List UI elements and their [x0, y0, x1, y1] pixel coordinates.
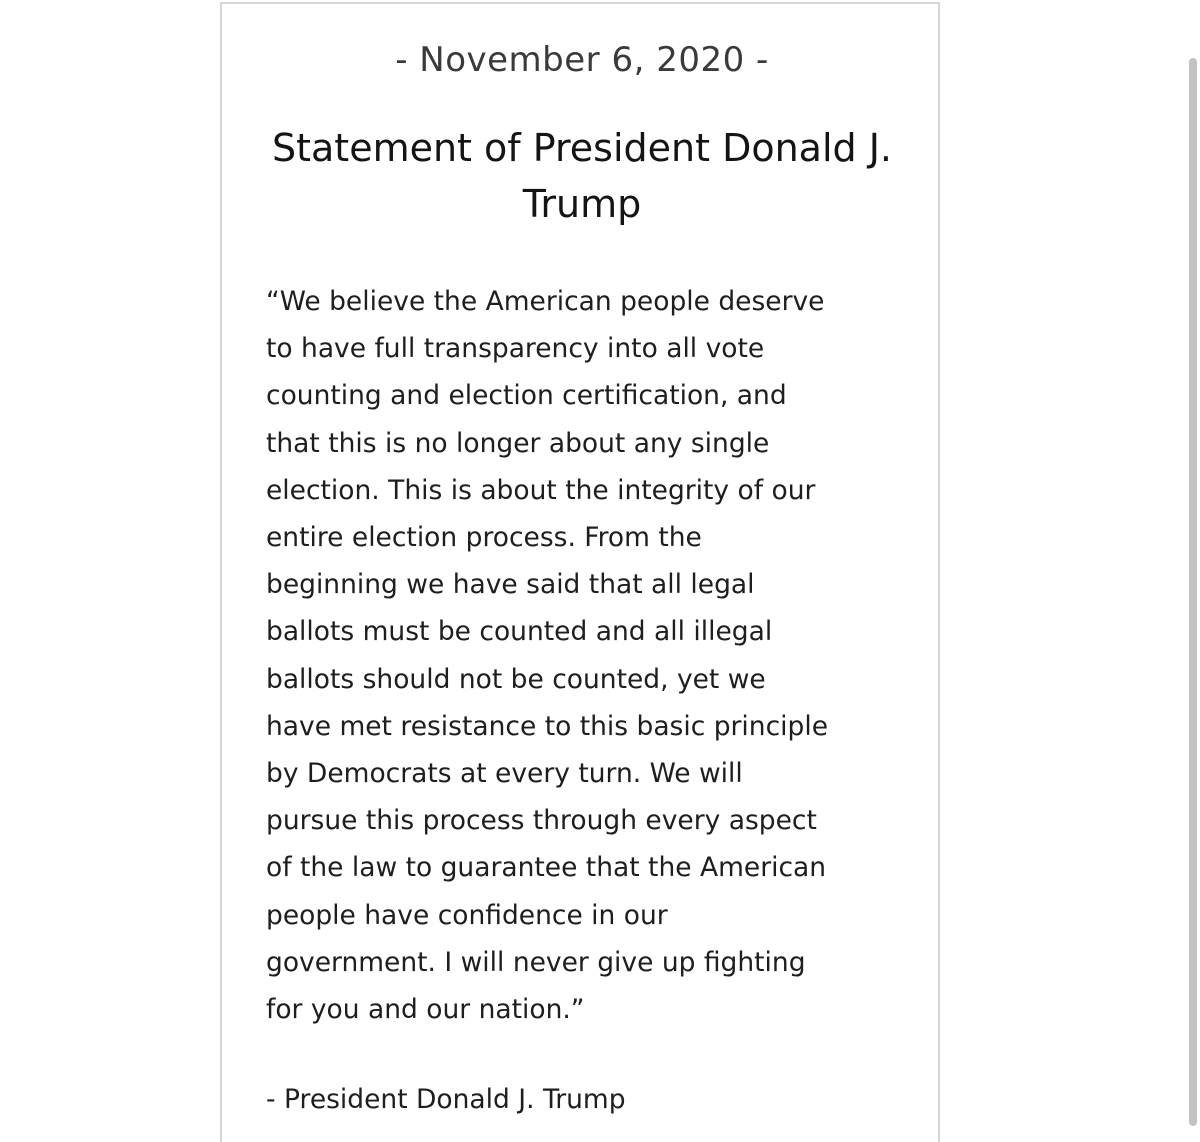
- statement-body-line: for you and our nation.”: [266, 994, 585, 1026]
- statement-body-line: have met resistance to this basic principle: [266, 710, 829, 742]
- statement-body-line: of the law to guarantee that the American: [266, 852, 827, 884]
- statement-signature: - President Donald J. Trump: [266, 1084, 626, 1115]
- statement-body-line: government. I will never give up fighting: [266, 946, 806, 978]
- statement-body-line: “We believe the American people deserve: [266, 286, 825, 317]
- statement-body-line: ballots must be counted and all illegal: [266, 616, 773, 648]
- statement-body-line: ballots should not be counted, yet we: [266, 663, 766, 695]
- statement-body-line: election. This is about the integrity of our: [266, 474, 816, 506]
- statement-body-line: people have confidence in our: [266, 899, 668, 931]
- statement-body-line: counting and election certification, and: [266, 380, 787, 412]
- statement-body-line: to have full transparency into all vote: [266, 333, 765, 365]
- statement-body-line: entire election process. From the: [266, 522, 702, 554]
- scrollbar-thumb[interactable]: [1189, 58, 1197, 1126]
- statement-title: Statement of President Donald J. Trump: [271, 126, 892, 226]
- page-scrollbar[interactable]: [1186, 50, 1200, 1126]
- statement-body-line: by Democrats at every turn. We will: [266, 758, 743, 790]
- statement-body-line: beginning we have said that all legal: [266, 569, 755, 601]
- statement-body-line: pursue this process through every aspect: [266, 805, 817, 837]
- statement-body: [266, 278, 906, 1033]
- statement-card: [220, 2, 940, 1142]
- statement-date: - November 6, 2020 -: [395, 40, 769, 80]
- statement-body-line: that this is no longer about any single: [266, 427, 770, 459]
